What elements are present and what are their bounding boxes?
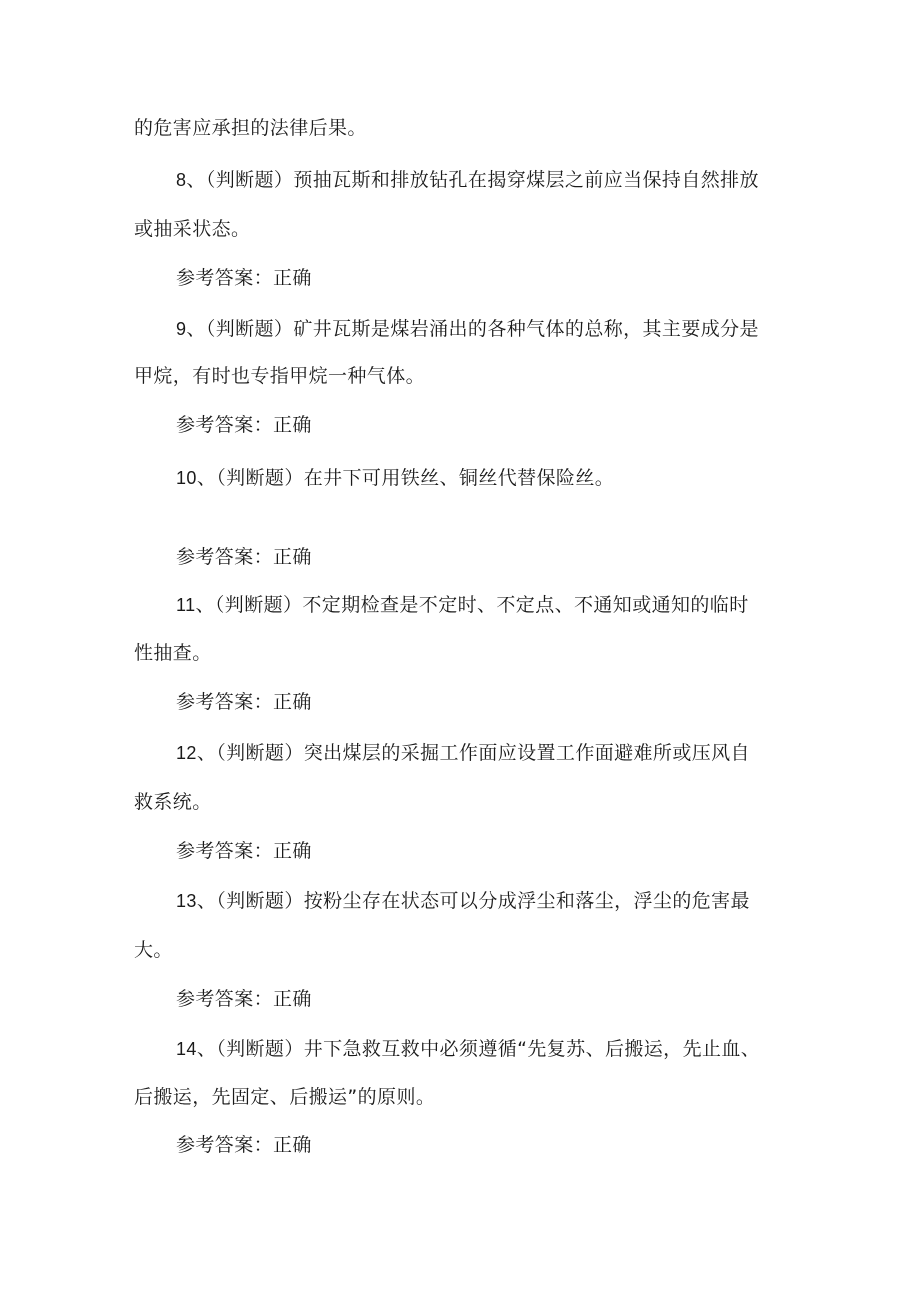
question-text: 、（判断题）矿井瓦斯是煤岩涌出的各种气体的总称，其主要成分是 bbox=[186, 318, 759, 340]
answer-13 bbox=[176, 987, 312, 1011]
answer-14 bbox=[176, 1133, 312, 1157]
question-text: 或抽采状态。 bbox=[134, 218, 251, 240]
question-text: 后搬运，先固定、后搬运”的原则。 bbox=[134, 1086, 436, 1108]
question-text: 、（判断题）在井下可用铁丝、铜丝代替保险丝。 bbox=[196, 467, 615, 489]
text: 的危害应承担的法律后果。 bbox=[134, 117, 367, 139]
answer-text: 参考答案：正确 bbox=[176, 988, 312, 1010]
question-9-line-1 bbox=[176, 317, 759, 341]
question-13-line-2 bbox=[134, 938, 173, 962]
question-number: 13 bbox=[176, 891, 197, 911]
answer-11 bbox=[176, 690, 312, 714]
answer-10 bbox=[176, 545, 312, 569]
question-9-line-2 bbox=[134, 364, 425, 388]
question-12-line-2 bbox=[134, 790, 212, 814]
answer-text: 参考答案：正确 bbox=[176, 1134, 312, 1156]
question-14-line-2 bbox=[134, 1085, 435, 1109]
answer-text: 参考答案：正确 bbox=[176, 414, 312, 436]
question-number: 8 bbox=[176, 170, 187, 190]
answer-text: 参考答案：正确 bbox=[176, 267, 312, 289]
question-text: 、（判断题）按粉尘存在状态可以分成浮尘和落尘，浮尘的危害最 bbox=[196, 890, 750, 912]
question-text: 、（判断题）预抽瓦斯和排放钻孔在揭穿煤层之前应当保持自然排放 bbox=[186, 169, 759, 191]
question-8-line-2 bbox=[134, 217, 250, 241]
question-number: 12 bbox=[176, 743, 197, 763]
question-number: 10 bbox=[176, 468, 197, 488]
question-text: 甲烷，有时也专指甲烷一种气体。 bbox=[134, 365, 426, 387]
question-11-line-1 bbox=[176, 593, 749, 617]
answer-text: 参考答案：正确 bbox=[176, 691, 312, 713]
question-12-line-1 bbox=[176, 741, 750, 765]
question-text: 、（判断题）井下急救互救中必须遵循“先复苏、后搬运，先止血、 bbox=[196, 1038, 761, 1060]
question-text: 性抽查。 bbox=[134, 642, 212, 664]
question-number: 9 bbox=[176, 319, 187, 339]
question-text: 救系统。 bbox=[134, 791, 212, 813]
question-10-line-1 bbox=[176, 466, 614, 490]
question-11-line-2 bbox=[134, 641, 212, 665]
answer-8 bbox=[176, 266, 312, 290]
question-14-line-1 bbox=[176, 1037, 760, 1061]
question-text: 、（判断题）突出煤层的采掘工作面应设置工作面避难所或压风自 bbox=[196, 742, 750, 764]
answer-9 bbox=[176, 413, 312, 437]
question-number: 11 bbox=[176, 595, 196, 615]
question-number: 14 bbox=[176, 1039, 197, 1059]
question-13-line-1 bbox=[176, 889, 750, 913]
answer-text: 参考答案：正确 bbox=[176, 546, 312, 568]
question-8-line-1 bbox=[176, 168, 759, 192]
question-text: 大。 bbox=[134, 939, 173, 961]
question-text: 、（判断题）不定期检查是不定时、不定点、不通知或通知的临时 bbox=[195, 594, 749, 616]
continued-text-line bbox=[134, 116, 367, 140]
answer-text: 参考答案：正确 bbox=[176, 840, 312, 862]
answer-12 bbox=[176, 839, 312, 863]
